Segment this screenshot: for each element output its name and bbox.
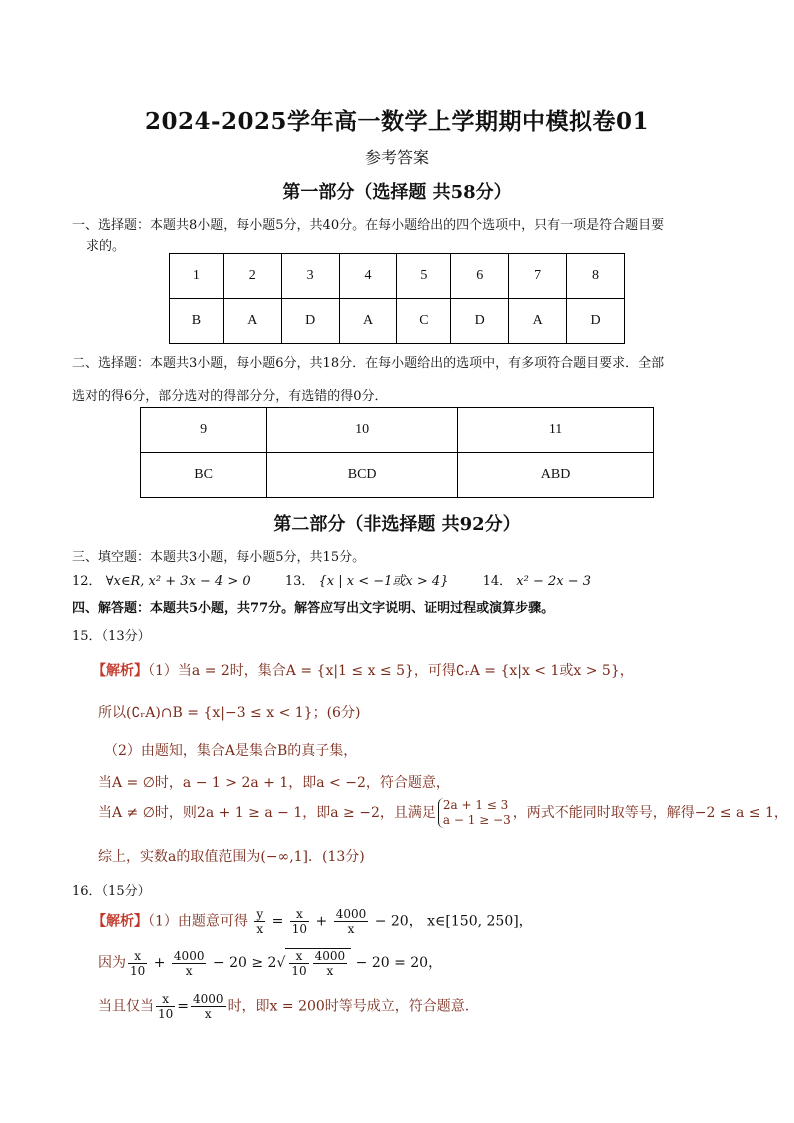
fill-answers	[72, 570, 591, 589]
table-cell: 2	[223, 254, 281, 299]
table-row-numbers	[141, 408, 654, 453]
page-title: 2024-2025学年高一数学上学期期中模拟卷01	[144, 108, 650, 135]
section2-line2: 选对的得6分，部分选对的得部分分，有选错的得0分．	[72, 389, 388, 404]
fraction-4000-over-x: $\frac{4000}{x}$	[193, 992, 224, 1021]
section4-instructions: 四、解答题：本题共5小题，共77分。解答应写出文字说明、证明过程或演算步骤。	[72, 601, 555, 616]
table-row-numbers	[170, 254, 625, 299]
q13-number: 13．	[284, 574, 315, 589]
table-cell: C	[397, 299, 451, 344]
q15-system-brace	[438, 798, 511, 828]
q15-ineq-1: 2a + 1 ≤ 3	[442, 798, 509, 812]
fraction-4000-over-x: $\frac{4000}{x}$	[173, 948, 205, 978]
sqrt-sign: √	[276, 955, 286, 971]
q16-analysis-tag: 【解析】	[92, 913, 148, 930]
q14-number: 14．	[482, 574, 513, 589]
sqrt-radicand	[285, 948, 351, 978]
fraction-4000-over-x: $\frac{4000}{x}$	[335, 907, 367, 936]
q12-number: 12．	[72, 574, 102, 589]
section1-instructions	[72, 214, 664, 233]
q13-answer: {x | x < −1或x > 4}	[318, 574, 449, 589]
q16-line1: 【解析】（1）由题意可得 $\frac{y}{x}$ = $\frac{x}{10}$ + $\frac{4000}{x}$ − 20， x∈[150, 250]，	[92, 907, 533, 936]
table-cell: 3	[281, 254, 339, 299]
q15-line1	[92, 660, 634, 680]
table-cell: B	[170, 299, 224, 344]
q12-answer: ∀x∈R, x² + 3x − 4 > 0	[105, 574, 251, 589]
table-cell: 1	[170, 254, 224, 299]
q15-line4: 当A = ∅时，a − 1 > 2a + 1，即a < −2，符合题意，	[98, 775, 450, 791]
q16-line3: 当且仅当 $\frac{x}{10}$ = $\frac{4000}{x}$ 时，即x = 200时等号成立，符合题意.	[98, 992, 470, 1021]
q15-line3: （2）由题知，集合A是集合B的真子集，	[104, 743, 358, 759]
fraction-x-over-10: $\frac{x}{10}$	[291, 949, 307, 978]
answer-table-1	[169, 253, 625, 344]
table-cell: 6	[451, 254, 509, 299]
table-cell: 5	[397, 254, 451, 299]
part2-heading: 第二部分（非选择题 共92分）	[273, 514, 521, 535]
q15-text-1: （1）当a = 2时，集合A = {x|1 ≤ x ≤ 5}，可得∁ᵣA = {x|x < 1或x > 5}，	[148, 663, 634, 679]
fraction-x-over-10: $\frac{x}{10}$	[291, 907, 308, 936]
q15-line5	[98, 798, 788, 828]
q14-answer: x² − 2x − 3	[516, 574, 592, 589]
q16-label: 16．（15分）	[72, 884, 151, 899]
table-cell: D	[451, 299, 509, 344]
fraction-x-over-10: $\frac{x}{10}$	[130, 948, 146, 978]
table-row-answers	[141, 453, 654, 498]
table-cell: ABD	[458, 453, 654, 498]
fraction-x-over-10: $\frac{x}{10}$	[158, 992, 174, 1021]
table-cell: A	[339, 299, 397, 344]
page-subtitle: 参考答案	[364, 148, 429, 167]
table-cell: BCD	[267, 453, 458, 498]
table-cell: A	[223, 299, 281, 344]
table-cell: 11	[458, 408, 654, 453]
table-cell: A	[509, 299, 567, 344]
q15-ineq-2: a − 1 ≥ −3	[442, 813, 511, 827]
table-cell: 9	[141, 408, 267, 453]
q15-line2: 所以(∁ᵣA)∩B = {x|−3 ≤ x < 1}；(6分)	[98, 705, 361, 721]
table-cell: 8	[567, 254, 625, 299]
q15-label: 15．（13分）	[72, 629, 151, 644]
q15-line6: 综上，实数a的取值范围为(−∞,1]．(13分)	[98, 849, 365, 865]
q15-text-5a: 当A ≠ ∅时，则2a + 1 ≥ a − 1，即a ≥ −2，且满足	[98, 805, 436, 821]
section1-line1: 一、选择题：本题共8小题，每小题5分，共40分。在每小题给出的四个选项中，只有一项是符合题目要	[72, 218, 665, 233]
answer-table-2	[140, 407, 654, 498]
section2-line1: 二、选择题：本题共3小题，每小题6分，共18分．在每小题给出的选项中，有多项符合题目要求．全部	[72, 356, 665, 371]
table-cell: 4	[339, 254, 397, 299]
table-cell: D	[281, 299, 339, 344]
table-cell: BC	[141, 453, 267, 498]
q15-text-5c: ，两式不能同时取等号，解得−2 ≤ a ≤ 1，	[512, 805, 788, 821]
table-cell: 10	[267, 408, 458, 453]
section1-line2: 求的。	[86, 239, 126, 254]
section3-instructions: 三、填空题：本题共3小题，每小题5分，共15分。	[72, 550, 366, 565]
part1-heading: 第一部分（选择题 共58分）	[282, 182, 512, 203]
table-row-answers	[170, 299, 625, 344]
q16-line2: 因为 $\frac{x}{10}$ + $\frac{4000}{x}$ − 20 ≥ 2√ $\frac{x}{10}$ $\frac{4000}{x}$ − 20 = 20，	[98, 948, 443, 978]
q16-text-1a: （1）由题意可得	[148, 913, 248, 930]
q15-analysis-tag: 【解析】	[92, 663, 148, 679]
table-cell: D	[567, 299, 625, 344]
fraction-4000-over-x: $\frac{4000}{x}$	[314, 949, 346, 978]
table-cell: 7	[509, 254, 567, 299]
fraction-y-over-x: $\frac{y}{x}$	[256, 907, 264, 936]
